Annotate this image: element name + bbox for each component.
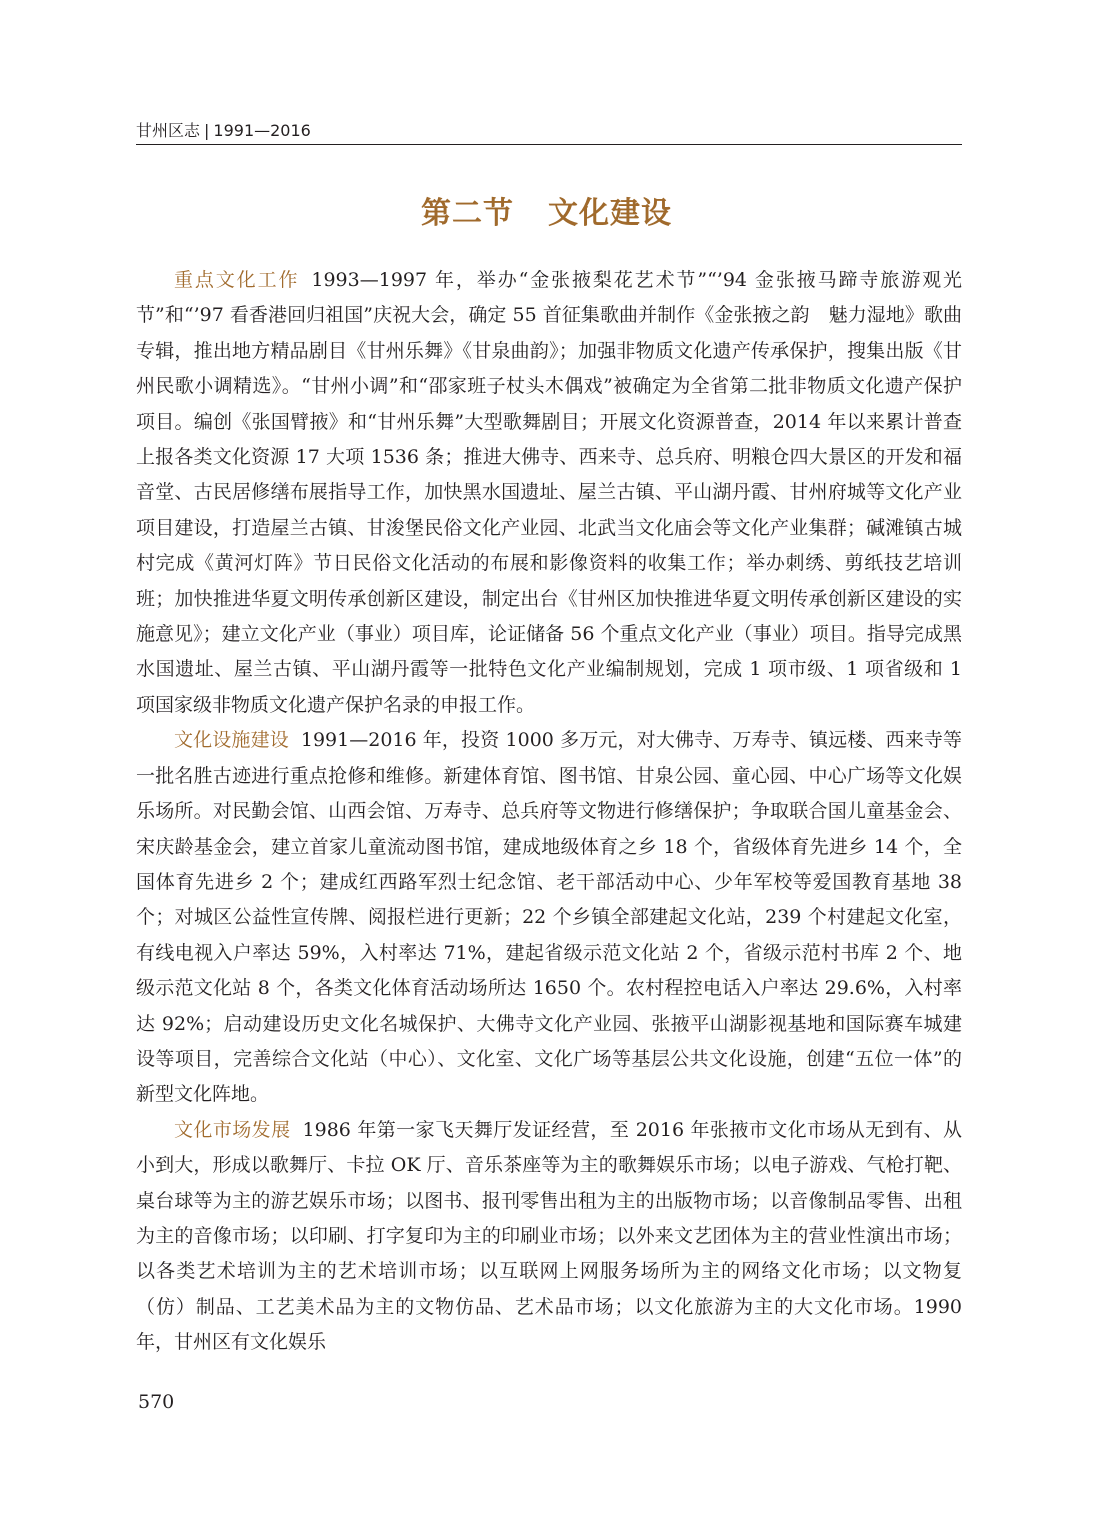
paragraph-text: 1986 年第一家飞天舞厅发证经营，至 2016 年张掖市文化市场从无到有、从小到大，形成以歌舞厅、卡拉 OK 厅、音乐茶座等为主的歌舞娱乐市场；以电子游戏、气枪打靶、桌台球等为主的游艺娱乐市场；以图书、报刊零售出租为主的出版物市场；以音像制品零售、出租为主的音像市场；以印刷、打字复印为主的印刷业市场；以外来文艺团体为主的营业性演出市场；以各类艺术培训为主的艺术培训市场；以互联网上网服务场所为主的网络文化市场；以文物复（仿）制品、工艺美术品为主的文物仿品、艺术品市场；以文化旅游为主的大文化市场。1990 年，甘州区有文化娱乐 bbox=[136, 1118, 962, 1354]
paragraph-cultural-facilities bbox=[136, 723, 962, 1112]
paragraph-text: 1993—1997 年，举办“金张掖梨花艺术节”“’94 金张掖马蹄寺旅游观光节”和“’97 看香港回归祖国”庆祝大会，确定 55 首征集歌曲并制作《金张掖之韵 魅力湿地》歌曲专辑，推出地方精品剧目《甘州乐舞》《甘泉曲韵》；加强非物质文化遗产传承保护，搜集出版《甘州民歌小调精选》。“甘州小调”和“邵家班子杖头木偶戏”被确定为全省第二批非物质文化遗产保护项目。编创《张国臂掖》和“甘州乐舞”大型歌舞剧目；开展文化资源普查，2014 年以来累计普查上报各类文化资源 17 大项 1536 条；推进大佛寺、西来寺、总兵府、明粮仓四大景区的开发和福音堂、古民居修缮布展指导工作，加快黑水国遗址、屋兰古镇、平山湖丹霞、甘州府城等文化产业项目建设，打造屋兰古镇、甘浚堡民俗文化产业园、北武当文化庙会等文化产业集群；碱滩镇古城村完成《黄河灯阵》节日民俗文化活动的布展和影像资料的收集工作；举办刺绣、剪纸技艺培训班；加快推进华夏文明传承创新区建设，制定出台《甘州区加快推进华夏文明传承创新区建设的实施意见》；建立文化产业（事业）项目库，论证储备 56 个重点文化产业（事业）项目。指导完成黑水国遗址、屋兰古镇、平山湖丹霞等一批特色文化产业编制规划，完成 1 项市级、1 项省级和 1 项国家级非物质文化遗产保护名录的申报工作。 bbox=[136, 269, 962, 716]
running-head bbox=[136, 121, 311, 141]
paragraph-lead: 文化设施建设 bbox=[174, 729, 289, 752]
section-heading: 文化建设 bbox=[548, 196, 672, 231]
paragraph-text: 1991—2016 年，投资 1000 多万元，对大佛寺、万寿寺、镇远楼、西来寺等一批名胜古迹进行重点抢修和维修。新建体育馆、图书馆、甘泉公园、童心园、中心广场等文化娱乐场所。对民勤会馆、山西会馆、万寿寺、总兵府等文物进行修缮保护；争取联合国儿童基金会、宋庆龄基金会，建立首家儿童流动图书馆，建成地级体育之乡 18 个，省级体育先进乡 14 个，全国体育先进乡 2 个；建成红西路军烈士纪念馆、老干部活动中心、少年军校等爱国教育基地 38 个；对城区公益性宣传牌、阅报栏进行更新；22 个乡镇全部建起文化站，239 个村建起文化室，有线电视入户率达 59%，入村率达 71%，建起省级示范文化站 2 个，省级示范村书库 2 个、地级示范文化站 8 个，各类文化体育活动场所达 1650 个。农村程控电话入户率达 29.6%，入村率达 92%；启动建设历史文化名城保护、大佛寺文化产业园、张掖平山湖影视基地和国际赛车城建设等项目，完善综合文化站（中心）、文化室、文化广场等基层公共文化设施，创建“五位一体”的新型文化阵地。 bbox=[136, 729, 962, 1106]
paragraph-lead: 重点文化工作 bbox=[174, 269, 300, 291]
body-text bbox=[136, 263, 962, 1361]
paragraph-key-cultural-work bbox=[136, 263, 962, 723]
header-separator: | bbox=[204, 121, 210, 140]
book-title: 甘州区志 bbox=[136, 121, 201, 140]
header-years: 1991—2016 bbox=[213, 121, 311, 140]
section-number: 第二节 bbox=[421, 196, 514, 231]
section-title bbox=[0, 192, 1093, 236]
page-number: 570 bbox=[138, 1391, 175, 1413]
header-rule bbox=[136, 144, 962, 145]
paragraph-lead: 文化市场发展 bbox=[174, 1118, 291, 1141]
paragraph-cultural-market bbox=[136, 1113, 962, 1361]
